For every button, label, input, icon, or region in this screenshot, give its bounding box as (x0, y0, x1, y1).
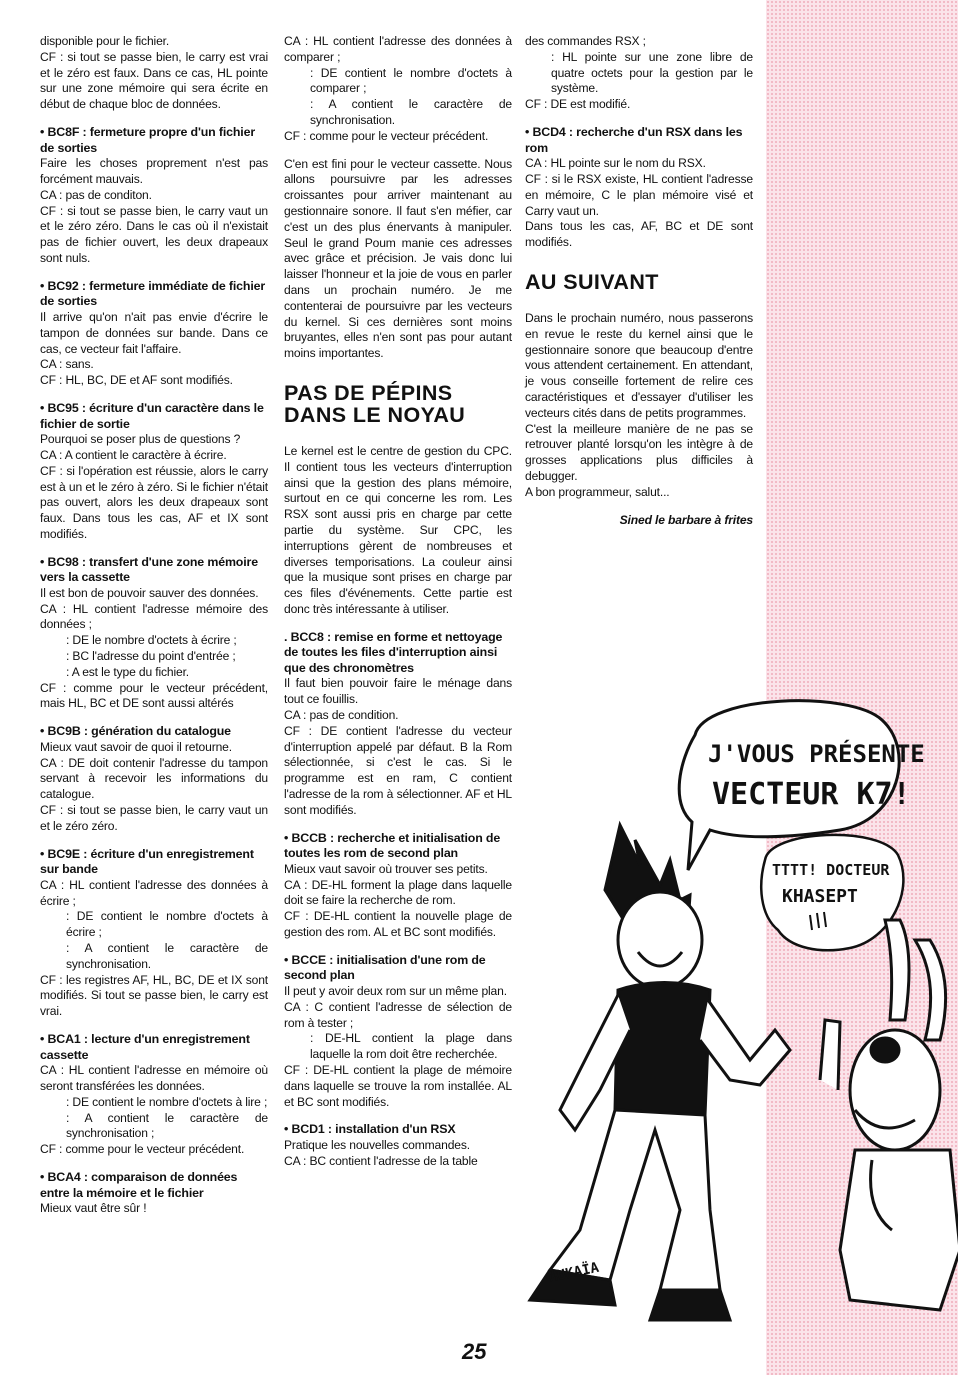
text-block (525, 311, 753, 501)
entry-title: • BC95 : écriture d'un caractère dans le fichier de sortie (40, 400, 264, 431)
paragraph: Pourquoi se poser plus de questions ? (40, 432, 241, 447)
paragraph: Dans tous les cas, AF, BC et DE sont modifiés. (525, 219, 753, 250)
paragraph: CA : HL pointe sur le nom du RSX. (525, 156, 706, 171)
text-block (525, 34, 753, 113)
column-3 (525, 34, 753, 528)
text-block (284, 444, 512, 618)
paragraph: CA : A contient le caractère à écrire. (40, 447, 227, 462)
paragraph: C'est la meilleure manière de ne pas se retrouver planté lorsqu'on les intègre à de grosses applications plus difficiles à debugger. (525, 421, 753, 483)
paragraph: Mieux vaut être sûr ! (40, 1201, 147, 1216)
indented-line: : DE-HL contient la plage dans laquelle la rom doit être recherchée. (310, 1031, 512, 1062)
entry-title: • BCA4 : comparaison de données entre la mémoire et le fichier (40, 1169, 238, 1200)
text-block (284, 953, 512, 1111)
paragraph: C'en est fini pour le vecteur cassette. Nous allons poursuivre par les adresses croissantes pour arriver maintenant au gestionnaire sonore. Il faut s'en méfier, car c'est un des plus énervants à manipuler. Seul le grand Poum manie ces adresses avec grâce et précision. Je vais donc lui laisser l'honneur et la joie de vous en parler dans un prochain numéro. Je me contenterai de poursuivre par les vecteurs du kernel. Si ces dernières sont moins bruyantes, elles n'en sont pas pour autant moins importantes. (284, 156, 512, 361)
indented-line: : A contient le caractère de synchronisation. (66, 941, 268, 971)
entry-title: • BCD1 : installation d'un RSX (284, 1122, 456, 1137)
paragraph: CF : si tout se passe bien, le carry est vrai et le zéro est faux. Dans ce cas, HL pointe sur une zone mémoire qui sera écrite en début de chaque bloc de données. (40, 49, 268, 112)
paragraph: Dans le prochain numéro, nous passerons en revue le reste du kernel ainsi que le gestionnaire sonore que beaucoup d'entre vous attendent certainement. En attendant, je vous conseille fortement de relire ces caractéristiques et d'essayer d'utiliser les vecteurs cités dans de petits programmes. (525, 310, 753, 420)
paragraph: CA : HL contient l'adresse mémoire des données ; (40, 601, 268, 632)
paragraph: CF : comme pour le vecteur précédent. (40, 1142, 245, 1157)
paragraph: disponible pour le fichier. (40, 34, 170, 48)
indented-line: : A contient le caractère de synchronisation ; (66, 1110, 268, 1141)
indented-line: : A contient le caractère de synchronisation. (310, 97, 512, 127)
paragraph: CF : DE est modifié. (525, 97, 631, 112)
column-1 (40, 34, 268, 1229)
paragraph: Il peut y avoir deux rom sur un même plan. (284, 984, 507, 999)
entry-title: • BC9B : génération du catalogue (40, 724, 231, 739)
indented-line: : DE contient le nombre d'octets à comparer ; (310, 65, 512, 96)
bubble-2-line-1: TTTT! DOCTEUR (772, 861, 890, 879)
paragraph: CF : DE-HL contient la nouvelle plage de gestion des rom. AL et BC sont modifiés. (284, 909, 512, 940)
paragraph: Pratique les nouvelles commandes. (284, 1137, 470, 1152)
entry-title: • BCD4 : recherche d'un RSX dans les rom (525, 124, 743, 155)
paragraph: CF : si tout se passe bien, le carry vaut un et le zéro zéro. Dans le cas où il n'existait pas de fichier ouvert, les deux drapeaux sont nuls. (40, 203, 268, 265)
indented-line: : DE contient le nombre d'octets à écrire ; (66, 909, 268, 940)
paragraph: Il faut bien pouvoir faire le ménage dans tout ce fouillis. (284, 676, 512, 707)
paragraph: CF : si l'opération est réussie, alors le carry est à un et le zéro à zéro. Si le fichier n'était pas ouvert, alors les deux drapeaux sont faux. Dans tous les cas, AF et IX sont modifiés. (40, 463, 268, 541)
paragraph: CF : comme pour le vecteur précédent, mais HL, BC et DE sont aussi altérés (40, 680, 268, 711)
paragraph: CF : DE contient l'adresse du vecteur d'interruption appelé par défaut. B la Rom sélectionnée, si c'est le cas. Si le programme est en ram, C contient l'adresse de la rom à sélectionner. AF et HL sont modifiés. (284, 723, 512, 817)
column-2 (284, 34, 512, 1182)
paragraph: A bon programmeur, salut... (525, 484, 670, 499)
paragraph: CA : sans. (40, 357, 94, 372)
entry-title: • BC9E : écriture d'un enregistrement sur bande (40, 846, 254, 877)
text-block (40, 1032, 268, 1158)
indented-line: : DE le nombre d'octets à écrire ; (66, 633, 237, 648)
paragraph: CA : pas de condition. (284, 708, 399, 723)
section-heading: PAS DE PÉPINS DANS LE NOYAU (284, 380, 466, 427)
entry-title: . BCC8 : remise en forme et nettoyage de toutes les files d'interruption ainsi que des chronomètres (284, 629, 503, 675)
paragraph: des commandes RSX ; (525, 34, 646, 48)
bubble-1-line-1: J'VOUS PRÉSENTE (708, 740, 925, 768)
paragraph: Faire les choses proprement n'est pas forcément mauvais. (40, 156, 268, 186)
entry-title: • BC92 : fermeture immédiate de fichier de sorties (40, 278, 266, 309)
paragraph: CA : DE-HL forment la plage dans laquelle doit se faire la recherche de rom. (284, 877, 512, 908)
text-block (525, 125, 753, 251)
text-block (284, 831, 512, 941)
paragraph: CA : BC contient l'adresse de la table (284, 1153, 478, 1168)
paragraph: Il est bon de pouvoir sauver des données. (40, 585, 259, 600)
text-block (40, 401, 268, 543)
paragraph: Il arrive qu'on n'ait pas envie d'écrire le tampon de données sur bande. Dans ce cas, ce vecteur fait l'affaire. (40, 309, 268, 356)
paragraph: CA : DE doit contenir l'adresse du tampon servant à recevoir les informations du catalogue. (40, 755, 268, 802)
paragraph: Mieux vaut savoir où trouver ses petits. (284, 861, 488, 876)
paragraph: Le kernel est le centre de gestion du CPC. Il contient tous les vecteurs d'interruption ainsi que la gestion des plans mémoire, surtout en ce qui concerne les rom. Les RSX sont aussi pris en charge par cette partie du système. Sur CPC, les interruptions gèrent de nombreuses et diverses temporisations. La couleur ainsi que la musique sont prises en charge par ces files d'événements. Cette partie est donc très intéressante à utiliser. (284, 443, 512, 616)
bubble-1-line-2: VECTEUR K7! (712, 777, 911, 812)
paragraph: CF : HL, BC, DE et AF sont modifiés. (40, 373, 233, 388)
text-block (40, 1170, 268, 1217)
entry-title: • BCCE : initialisation d'une rom de second plan (284, 952, 486, 983)
text-block (40, 555, 268, 713)
text-block (284, 157, 512, 362)
bubble-2-line-2: KHASEPT (782, 886, 858, 907)
text-block (40, 279, 268, 389)
paragraph: CF : les registres AF, HL, BC, DE et IX sont modifiés. Si tout se passe bien, le carry est vrai. (40, 972, 268, 1019)
page-number: 25 (462, 1339, 487, 1364)
text-block (40, 34, 268, 113)
paragraph: CA : C contient l'adresse de sélection de rom à tester ; (284, 999, 512, 1030)
author-signature: Sined le barbare à frites (619, 512, 753, 527)
indented-line: : DE contient le nombre d'octets à lire ; (66, 1094, 268, 1109)
text-block (40, 125, 268, 267)
indented-line: : HL pointe sur une zone libre de quatre octets pour la gestion par le système. (551, 49, 753, 96)
text-block (284, 630, 512, 819)
entry-title: • BC8F : fermeture propre d'un fichier de sorties (40, 124, 256, 155)
entry-title: • BCA1 : lecture d'un enregistrement cassette (40, 1031, 250, 1062)
indented-line: : BC l'adresse du point d'entrée ; (66, 649, 236, 664)
entry-title: • BC98 : transfert d'une zone mémoire vers la cassette (40, 554, 258, 585)
paragraph: CF : si tout se passe bien, le carry vaut un et le zéro zéro. (40, 803, 268, 833)
character-man (530, 825, 790, 1320)
paragraph: CA : HL contient l'adresse des données à comparer ; (284, 34, 512, 64)
paragraph: CF : comme pour le vecteur précédent. (284, 128, 489, 143)
paragraph: CA : HL contient l'adresse des données à écrire ; (40, 877, 268, 908)
paragraph: CF : DE-HL contient la plage de mémoire dans laquelle se trouve la rom installée. AL et BC sont modifiés. (284, 1063, 512, 1109)
text-block (284, 1122, 512, 1169)
text-block (40, 724, 268, 834)
text-block (284, 34, 512, 145)
cartoon-illustration (520, 690, 958, 1330)
paragraph: CA : HL contient l'adresse en mémoire où seront transférées les données. (40, 1063, 268, 1093)
text-block (40, 847, 268, 1020)
paragraph: Mieux vaut savoir de quoi il retourne. (40, 739, 232, 754)
artist-signature: MUKAÏA (547, 1259, 601, 1286)
paragraph: CF : si le RSX existe, HL contient l'adresse en mémoire, C le plan mémoire visé et Carry vaut un. (525, 171, 753, 218)
entry-title: • BCCB : recherche et initialisation de toutes les rom de second plan (284, 830, 501, 861)
section-heading: AU SUIVANT (525, 269, 659, 294)
paragraph: CA : pas de conditon. (40, 187, 152, 202)
character-rabbit-doctor (820, 920, 958, 1310)
indented-line: : A est le type du fichier. (66, 664, 190, 679)
